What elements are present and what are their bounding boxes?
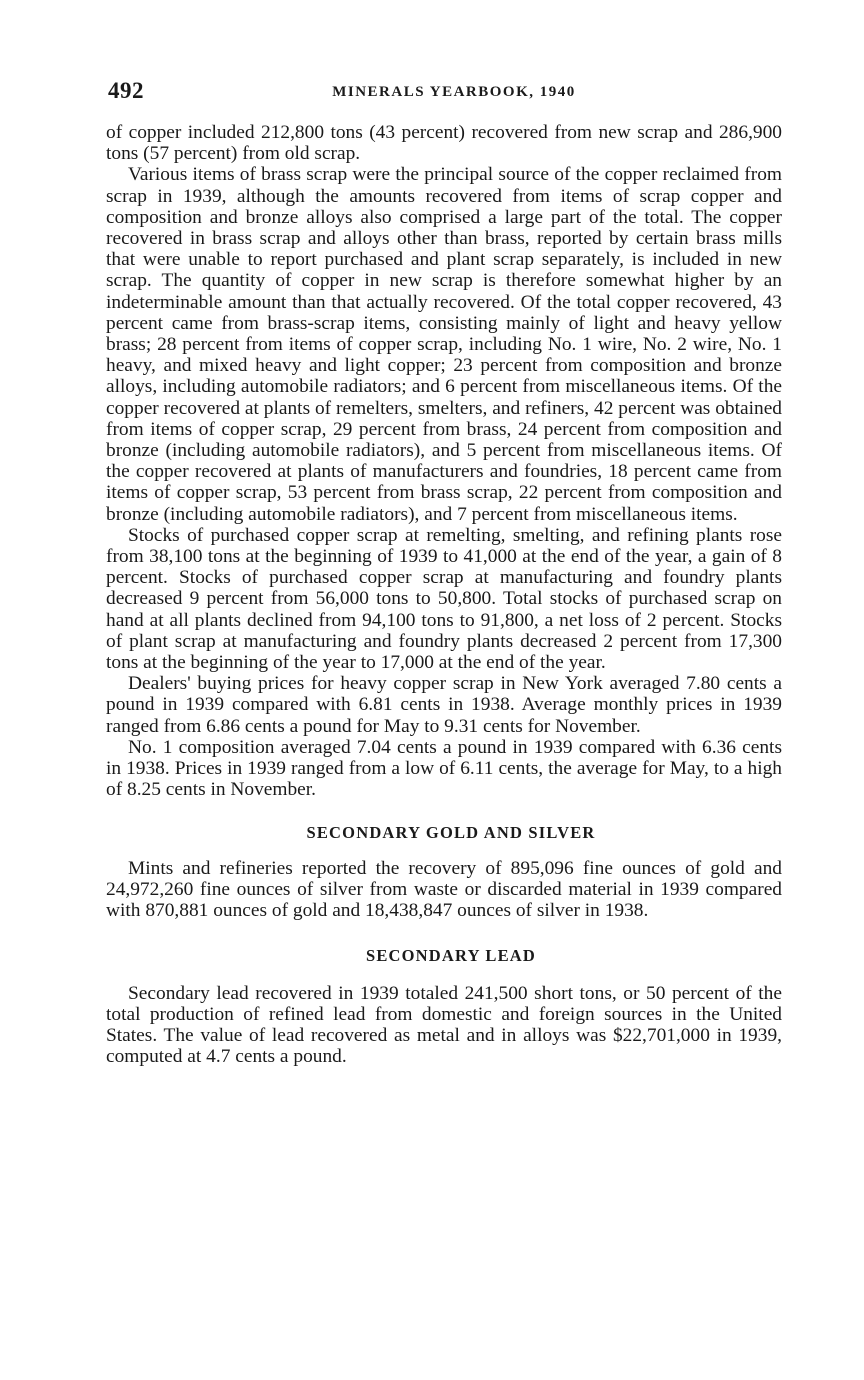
document-page: [106, 78, 782, 1067]
running-head: [106, 78, 782, 112]
running-title: MINERALS YEARBOOK, 1940: [332, 84, 576, 100]
paragraph-dealer-prices: Dealers' buying prices for heavy copper scrap in New York averaged 7.80 cents a pound in 1939 compared with 6.81 cents in 1938. Average monthly prices in 1939 ranged from 6.86 cents a pound for May to 9.31 cents for November.: [106, 673, 782, 737]
body-text: [106, 122, 782, 1067]
paragraph-scrap-stocks: Stocks of purchased copper scrap at remelting, smelting, and refining plants rose from 38,100 tons at the beginning of 1939 to 41,000 at the end of the year, a gain of 8 percent. Stocks of purchased copper scrap at manufacturing and foundry plants decreased 9 percent from 56,000 tons to 50,800. Total stocks of purchased scrap on hand at all plants declined from 94,100 tons to 91,800, a net loss of 2 percent. Stocks of plant scrap at manufacturing and foundry plants decreased 2 percent from 17,300 tons at the beginning of the year to 17,000 at the end of the year.: [106, 524, 782, 674]
page-number: 492: [108, 78, 144, 103]
paragraph-brass-scrap-sources: Various items of brass scrap were the principal source of the copper reclaimed from scrap in 1939, although the amounts recovered from items of scrap copper and composition and bronze alloys also comprised a large part of the total. The copper recovered in brass scrap and alloys other than brass, reported by certain brass mills that were unable to report purchased and plant scrap separately, is included in new scrap. The quantity of copper in new scrap is therefore somewhat higher by an indeterminable amount than that actually recovered. Of the total copper recovered, 43 percent came from brass-scrap items, consisting mainly of light and heavy yellow brass; 28 percent from items of copper scrap, including No. 1 wire, No. 2 wire, No. 1 heavy, and mixed heavy and light copper; 23 percent from composition and bronze alloys, including automobile radiators; and 6 percent from miscellaneous items. Of the copper recovered at plants of remelters, smelters, and refiners, 42 percent was obtained from items of copper scrap, 29 percent from brass, 24 percent from composition and bronze (including automobile radiators), and 5 percent from miscellaneous items. Of the copper recovered at plants of manufacturers and foundries, 18 percent came from items of copper scrap, 53 percent from brass scrap, 22 percent from composition and bronze (including automobile radiators), and 7 percent from miscellaneous items.: [106, 164, 782, 525]
section-heading-gold-silver: SECONDARY GOLD AND SILVER: [306, 822, 596, 842]
paragraph-composition-prices: No. 1 composition averaged 7.04 cents a pound in 1939 compared with 6.36 cents in 1938. Prices in 1939 ranged from a low of 6.11 cents, the average for May, to a high of 8.25 cents in November.: [106, 736, 782, 801]
paragraph-gold-silver: Mints and refineries reported the recovery of 895,096 fine ounces of gold and 24,972,260 fine ounces of silver from waste or discarded material in 1939 compared with 870,881 ounces of gold and 18,438,847 ounces of silver in 1938.: [106, 857, 782, 922]
paragraph-lead: Secondary lead recovered in 1939 totaled 241,500 short tons, or 50 percent of the total production of refined lead from domestic and foreign sources in the United States. The value of lead recovered as metal and in alloys was $22,701,000 in 1939, computed at 4.7 cents a pound.: [106, 982, 782, 1068]
paragraph-copper-continued: of copper included 212,800 tons (43 percent) recovered from new scrap and 286,900 tons (57 percent) from old scrap.: [106, 122, 782, 165]
section-heading-lead: SECONDARY LEAD: [365, 946, 537, 966]
